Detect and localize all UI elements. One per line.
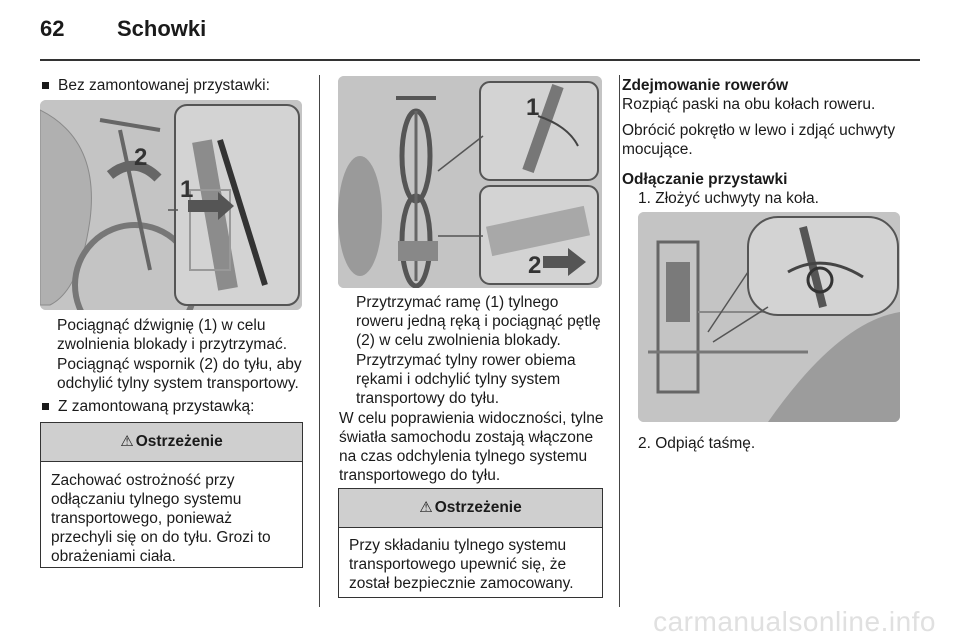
warning-triangle-icon: ⚠ xyxy=(419,499,433,516)
step-1: 1. Złożyć uchwyty na koła. xyxy=(638,190,819,207)
callout-2: 2 xyxy=(134,144,148,171)
callout-1: 1 xyxy=(526,94,540,121)
bullet-with-adapter: Z zamontowaną przystawką: xyxy=(58,398,255,415)
section-heading-remove-bikes: Zdejmowanie rowerów xyxy=(622,77,789,94)
warning-text: Zachować ostrożność przy odłączaniu tylnego systemu transportowego, ponieważ przechyli się on do tyłu. Grozi to obrażeniami ciała. xyxy=(51,472,271,565)
bullet-without-adapter: Bez zamontowanej przystawki: xyxy=(58,77,270,94)
header-divider xyxy=(40,59,920,61)
step-2: 2. Odpiąć taśmę. xyxy=(638,435,756,452)
instruction-tilt-system: Przytrzymać tylny rower obiema rękami i odchylić tylny system transportowy do tyłu. xyxy=(356,352,576,407)
callout-1: 1 xyxy=(180,176,194,203)
instruction-pull-lever: Pociągnąć dźwignię (1) w celu zwolnienia blokady i przytrzymać. xyxy=(57,317,288,353)
instruction-unfasten-straps: Rozpiąć paski na obu kołach roweru. xyxy=(622,96,876,113)
illustration-rear-bike xyxy=(338,76,602,288)
warning-title: Ostrzeżenie xyxy=(434,499,522,516)
instruction-pull-bracket: Pociągnąć wspornik (2) do tyłu, aby odchylić tylny system transportowy. xyxy=(57,356,302,392)
warning-header xyxy=(339,489,602,528)
warning-header xyxy=(41,423,302,462)
warning-box xyxy=(338,488,603,598)
chapter-title: Schowki xyxy=(117,16,207,41)
instruction-hold-frame: Przytrzymać ramę (1) tylnego roweru jedną ręką i pociągnąć pętlę (2) w celu zwolnienia blokady. xyxy=(356,294,601,349)
warning-text: Przy składaniu tylnego systemu transportowego upewnić się, że został bezpiecznie zamocowany. xyxy=(349,537,574,592)
illustration-wheel-holders xyxy=(638,212,900,422)
bullet-marker xyxy=(42,403,49,410)
watermark: carmanualsonline.info xyxy=(653,606,936,637)
figure-lever-release xyxy=(40,100,302,310)
note-tail-lights: W celu poprawienia widoczności, tylne światła samochodu zostają włączone na czas odchylenia tylnego systemu transportowego do tyłu. xyxy=(339,410,604,484)
section-heading-detach-adapter: Odłączanie przystawki xyxy=(622,171,788,188)
warning-title: Ostrzeżenie xyxy=(135,433,223,450)
page-number: 62 xyxy=(40,16,65,41)
callout-2: 2 xyxy=(528,252,542,279)
column-divider-1 xyxy=(319,75,320,607)
instruction-turn-knob: Obrócić pokrętło w lewo i zdjąć uchwyty mocujące. xyxy=(622,122,896,158)
figure-fold-wheel-holders xyxy=(638,212,900,422)
warning-box xyxy=(40,422,303,568)
warning-triangle-icon: ⚠ xyxy=(120,433,134,450)
bullet-marker xyxy=(42,82,49,89)
column-divider-2 xyxy=(619,75,620,607)
illustration-lever xyxy=(40,100,302,310)
figure-rear-bike-release xyxy=(338,76,602,288)
